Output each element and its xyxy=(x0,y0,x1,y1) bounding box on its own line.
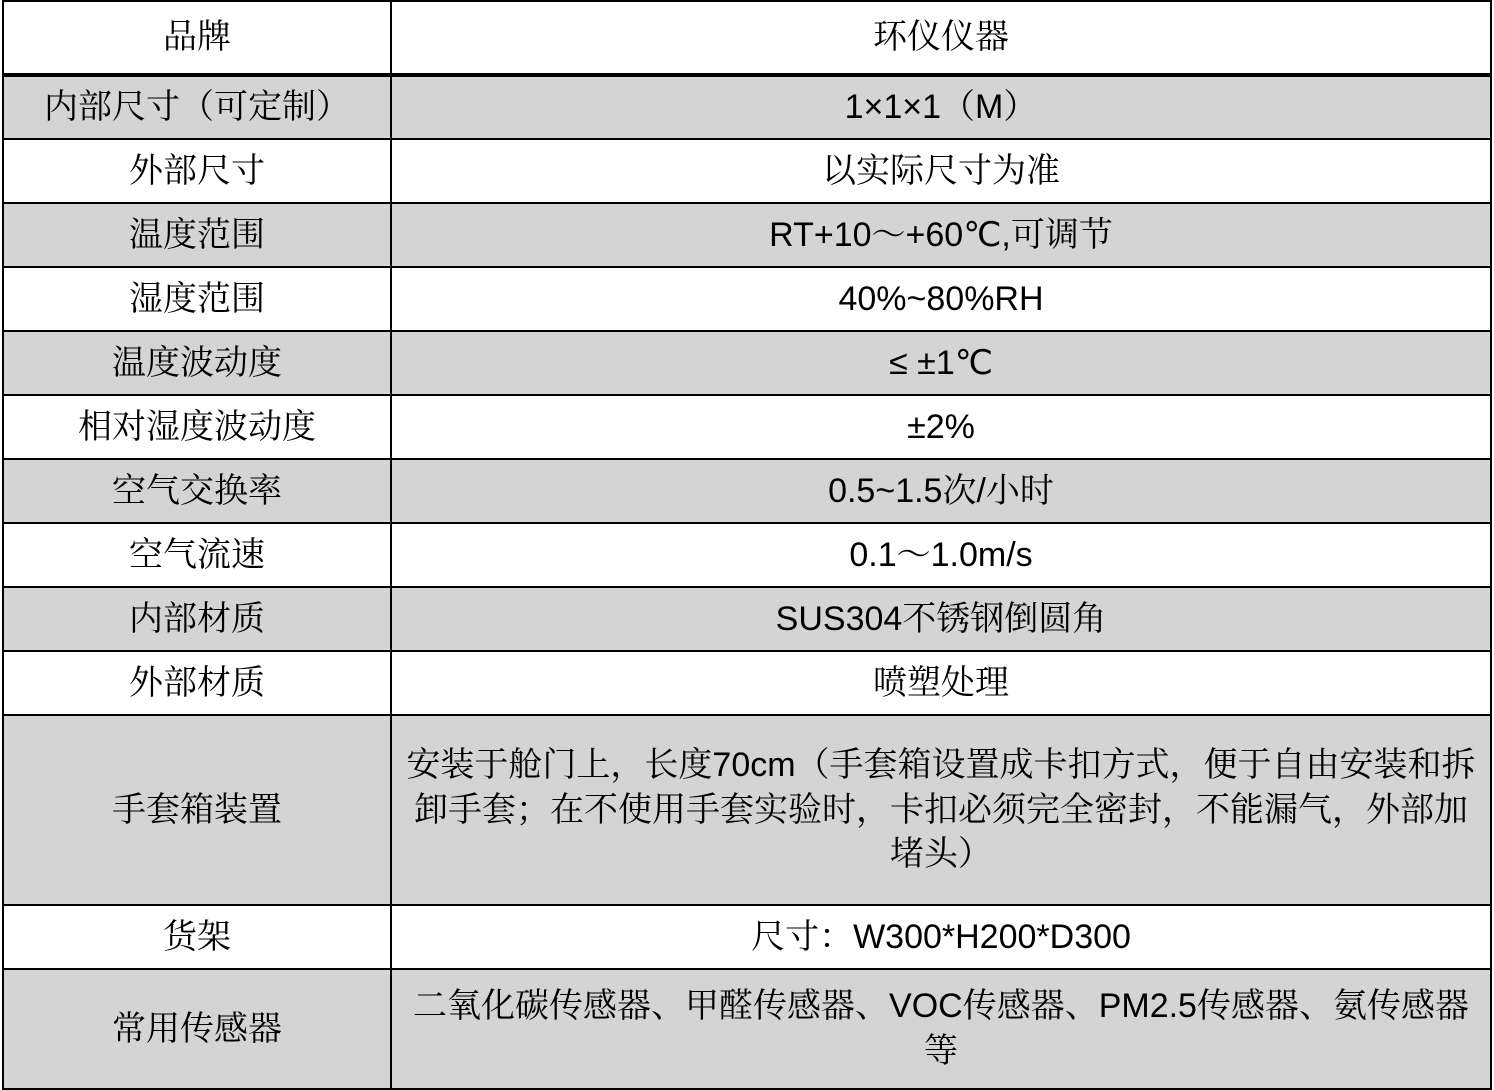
row-value-brand: 环仪仪器 xyxy=(391,1,1491,75)
row-value-inner-material: SUS304不锈钢倒圆角 xyxy=(391,587,1491,651)
row-label-shelf: 货架 xyxy=(3,905,391,969)
row-label-sensors: 常用传感器 xyxy=(3,969,391,1089)
row-label-air-velocity: 空气流速 xyxy=(3,523,391,587)
row-value-temp-fluctuation: ≤ ±1℃ xyxy=(391,331,1491,395)
row-value-glovebox: 安装于舱门上，长度70cm（手套箱设置成卡扣方式，便于自由安装和拆卸手套；在不使用手套实验时，卡扣必须完全密封，不能漏气，外部加堵头） xyxy=(391,715,1491,905)
row-value-sensors: 二氧化碳传感器、甲醛传感器、VOC传感器、PM2.5传感器、氨传感器等 xyxy=(391,969,1491,1089)
row-label-inner-material: 内部材质 xyxy=(3,587,391,651)
row-value-air-velocity: 0.1～1.0m/s xyxy=(391,523,1491,587)
table-row xyxy=(3,331,1491,395)
row-label-temp-fluctuation: 温度波动度 xyxy=(3,331,391,395)
table-row xyxy=(3,905,1491,969)
row-value-humidity-range: 40%~80%RH xyxy=(391,267,1491,331)
table-row xyxy=(3,139,1491,203)
table-row xyxy=(3,203,1491,267)
table-row xyxy=(3,587,1491,651)
row-value-outer-material: 喷塑处理 xyxy=(391,651,1491,715)
row-label-inner-size: 内部尺寸（可定制） xyxy=(3,75,391,139)
row-label-humidity-fluctuation: 相对湿度波动度 xyxy=(3,395,391,459)
row-value-temp-range: RT+10～+60℃,可调节 xyxy=(391,203,1491,267)
row-label-glovebox: 手套箱装置 xyxy=(3,715,391,905)
specification-table xyxy=(2,0,1492,1090)
row-value-outer-size: 以实际尺寸为准 xyxy=(391,139,1491,203)
table-row xyxy=(3,1,1491,75)
table-row xyxy=(3,523,1491,587)
table-row xyxy=(3,651,1491,715)
row-label-brand: 品牌 xyxy=(3,1,391,75)
table-row xyxy=(3,969,1491,1089)
row-value-inner-size: 1×1×1（M） xyxy=(391,75,1491,139)
table-row xyxy=(3,75,1491,139)
row-label-outer-size: 外部尺寸 xyxy=(3,139,391,203)
table-row xyxy=(3,715,1491,905)
row-value-shelf: 尺寸：W300*H200*D300 xyxy=(391,905,1491,969)
row-label-temp-range: 温度范围 xyxy=(3,203,391,267)
table-row xyxy=(3,395,1491,459)
row-value-air-exchange-rate: 0.5~1.5次/小时 xyxy=(391,459,1491,523)
row-label-humidity-range: 湿度范围 xyxy=(3,267,391,331)
row-label-air-exchange-rate: 空气交换率 xyxy=(3,459,391,523)
table-row xyxy=(3,267,1491,331)
row-label-outer-material: 外部材质 xyxy=(3,651,391,715)
row-value-humidity-fluctuation: ±2% xyxy=(391,395,1491,459)
table-row xyxy=(3,459,1491,523)
